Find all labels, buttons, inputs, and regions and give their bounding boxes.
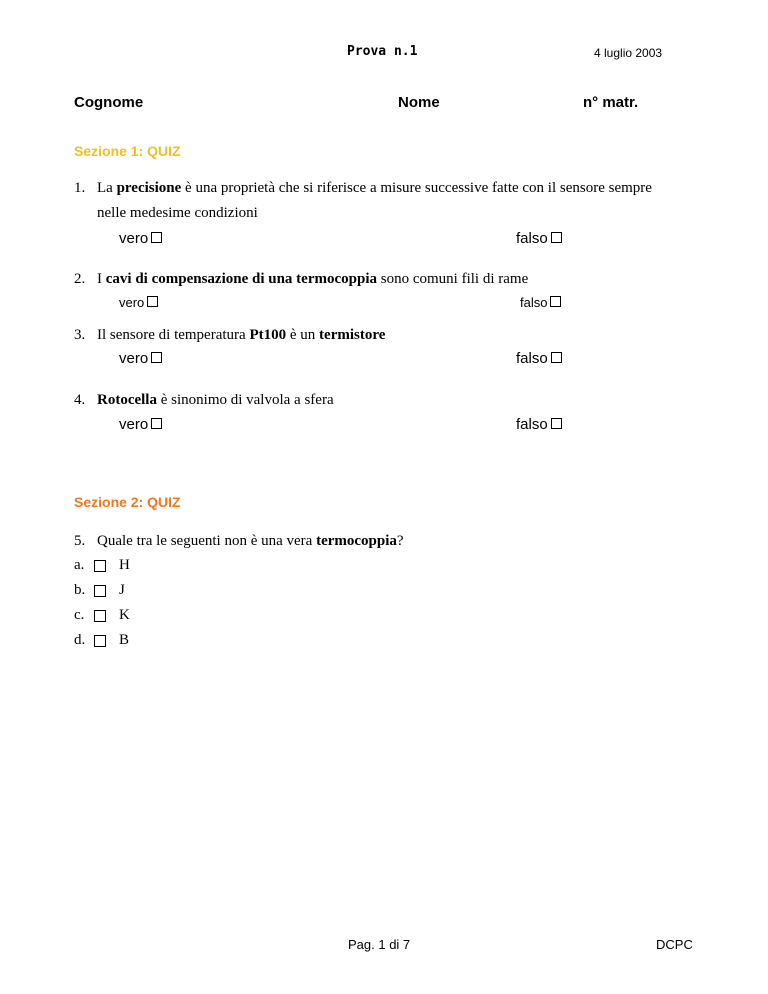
checkbox-icon[interactable]: [551, 232, 562, 243]
question-2-text-post: sono comuni fili di rame: [377, 271, 529, 287]
question-2-false-option[interactable]: [520, 295, 561, 310]
checkbox-icon[interactable]: [151, 352, 162, 363]
true-label: vero: [119, 350, 149, 367]
checkbox-icon[interactable]: [94, 610, 106, 622]
question-4-number: 4.: [74, 392, 86, 408]
false-label: falso: [520, 295, 548, 310]
checkbox-icon[interactable]: [147, 296, 158, 307]
question-4-false-option[interactable]: [516, 416, 562, 433]
checkbox-icon[interactable]: [94, 585, 106, 597]
question-3-true-option[interactable]: [119, 350, 162, 367]
true-label: vero: [119, 230, 149, 247]
section-1-heading: Sezione 1: QUIZ: [74, 143, 181, 159]
checkbox-icon[interactable]: [94, 635, 106, 647]
option-b[interactable]: [74, 582, 154, 602]
checkbox-icon[interactable]: [550, 296, 561, 307]
false-label: falso: [516, 416, 548, 433]
option-text: B: [119, 632, 130, 648]
section-2-heading: Sezione 2: QUIZ: [74, 494, 181, 510]
question-4-text: [97, 392, 334, 409]
option-text: K: [119, 607, 130, 623]
question-2-text-pre: I: [97, 271, 106, 287]
checkbox-icon[interactable]: [551, 418, 562, 429]
option-letter: d.: [74, 632, 86, 648]
option-letter: a.: [74, 557, 85, 573]
question-3-text: [97, 327, 385, 344]
question-1-text-pre: La: [97, 180, 117, 196]
checkbox-icon[interactable]: [151, 418, 162, 429]
option-a[interactable]: [74, 557, 154, 577]
checkbox-icon[interactable]: [94, 560, 106, 572]
matriculation-field-label: n° matr.: [583, 94, 639, 111]
question-1-text-line2: nelle medesime condizioni: [97, 205, 258, 221]
name-field-label: Nome: [398, 94, 440, 111]
document-date: 4 luglio 2003: [594, 46, 663, 60]
question-3-number: 3.: [74, 327, 86, 343]
question-5-number: 5.: [74, 533, 86, 549]
question-1-false-option[interactable]: [516, 230, 562, 247]
question-1-text-post: è una proprietà che si riferisce a misure successive fatte con il sensore sempre: [181, 180, 652, 196]
checkbox-icon[interactable]: [551, 352, 562, 363]
question-5-keyword: termocoppia: [316, 533, 397, 549]
question-3-false-option[interactable]: [516, 350, 562, 367]
surname-field-label: Cognome: [74, 94, 144, 111]
document-title: Prova n.1: [347, 44, 418, 59]
option-d[interactable]: [74, 632, 154, 652]
question-3-text-pre: Il sensore di temperatura: [97, 327, 250, 343]
page-number: Pag. 1 di 7: [348, 937, 411, 952]
option-letter: b.: [74, 582, 86, 598]
footer-organization: DCPC: [656, 937, 693, 952]
option-text: H: [119, 557, 130, 573]
false-label: falso: [516, 350, 548, 367]
question-2-number: 2.: [74, 271, 86, 287]
true-label: vero: [119, 295, 145, 310]
question-5-text: [97, 533, 404, 550]
false-label: falso: [516, 230, 548, 247]
question-3-keyword-2: termistore: [319, 327, 386, 343]
question-4-text-post: è sinonimo di valvola a sfera: [156, 392, 334, 408]
question-4-true-option[interactable]: [119, 416, 162, 433]
checkbox-icon[interactable]: [151, 232, 162, 243]
true-label: vero: [119, 416, 149, 433]
question-3-text-mid: è un: [286, 327, 320, 343]
question-4-keyword: Rotocella: [97, 392, 157, 408]
option-text: J: [119, 582, 125, 598]
question-1-true-option[interactable]: [119, 230, 162, 247]
question-2-text: [97, 271, 528, 288]
question-5-text-post: ?: [396, 533, 404, 549]
question-2-keyword: cavi di compensazione di una termocoppia: [105, 271, 378, 287]
question-1-number: 1.: [74, 180, 86, 196]
question-3-keyword: Pt100: [249, 327, 287, 343]
question-5-text-pre: Quale tra le seguenti non è una vera: [97, 533, 317, 549]
option-c[interactable]: [74, 607, 154, 627]
question-2-true-option[interactable]: [119, 295, 158, 310]
option-letter: c.: [74, 607, 85, 623]
question-1-text: [97, 180, 652, 197]
question-1-keyword: precisione: [116, 180, 182, 196]
